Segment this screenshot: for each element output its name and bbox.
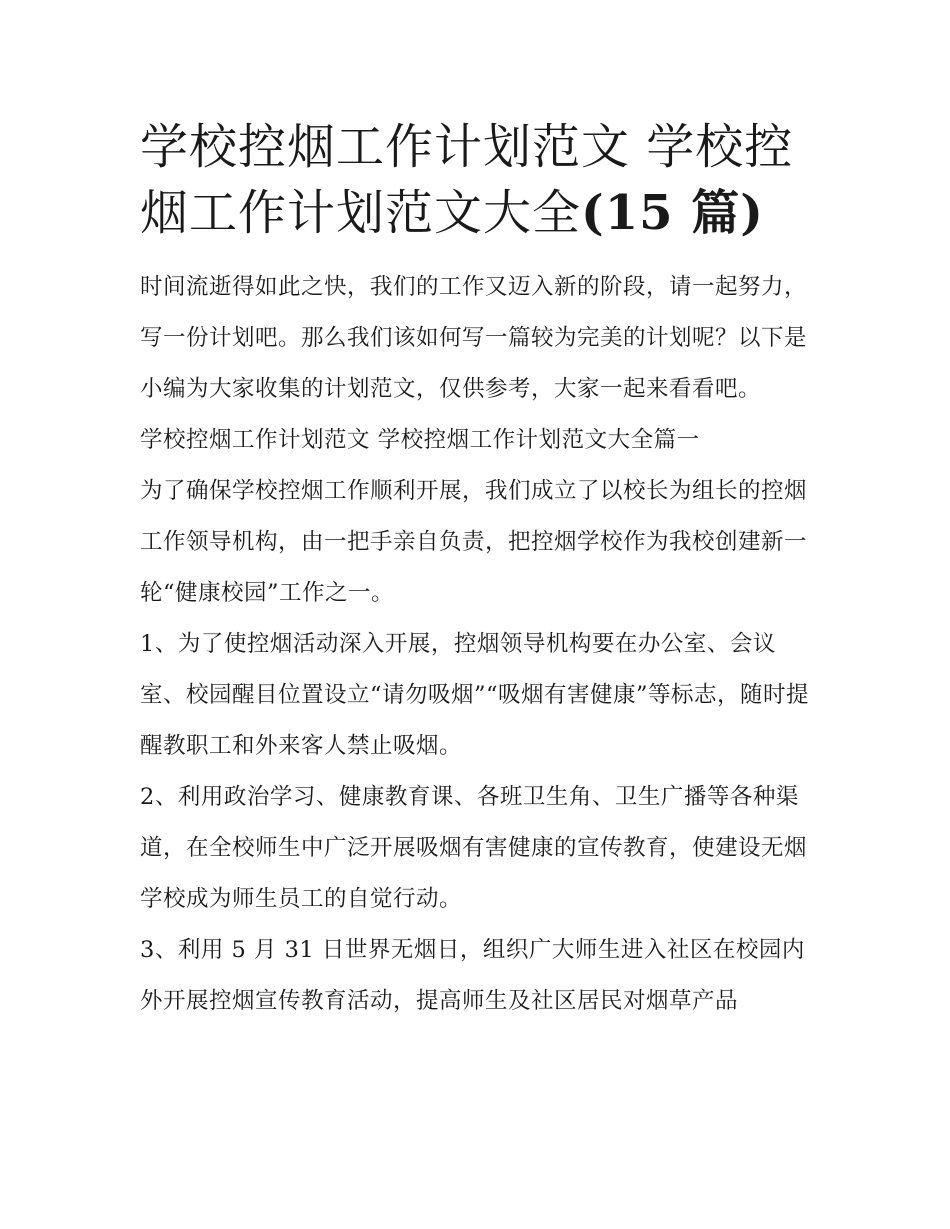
body-paragraph: 为了确保学校控烟工作顺利开展，我们成立了以校长为组长的控烟工作领导机构，由一把手亲自负责，把控烟学校作为我校创建新一轮“健康校园”工作之一。 [140,478,808,606]
list-item-3: 3、利用 5 月 31 日世界无烟日，组织广大师生进入社区在校园内外开展控烟宣传教育活动，提高师生及社区居民对烟草产品 [140,937,805,1014]
list-item-2: 2、利用政治学习、健康教育课、各班卫生角、卫生广播等各种渠道，在全校师生中广泛开展吸烟有害健康的宣传教育，使建设无烟学校成为师生员工的自觉行动。 [140,784,808,912]
intro-paragraph: 时间流逝得如此之快，我们的工作又迈入新的阶段，请一起努力，写一份计划吧。那么我们该如何写一篇较为完美的计划呢？以下是小编为大家收集的计划范文，仅供参考，大家一起来看看吧。 [140,274,808,402]
document-title [140,114,815,246]
title-count: (15 篇) [581,185,764,241]
list-item-1: 1、为了使控烟活动深入开展，控烟领导机构要在办公室、会议室、校园醒目位置设立“请勿吸烟”“吸烟有害健康”等标志，随时提醒教职工和外来客人禁止吸烟。 [140,631,810,759]
title-text: 学校控烟工作计划范文 学校控烟工作计划范文大全 [140,119,794,241]
section-heading: 学校控烟工作计划范文 学校控烟工作计划范文大全篇一 [140,427,700,453]
document-page [140,114,815,1027]
